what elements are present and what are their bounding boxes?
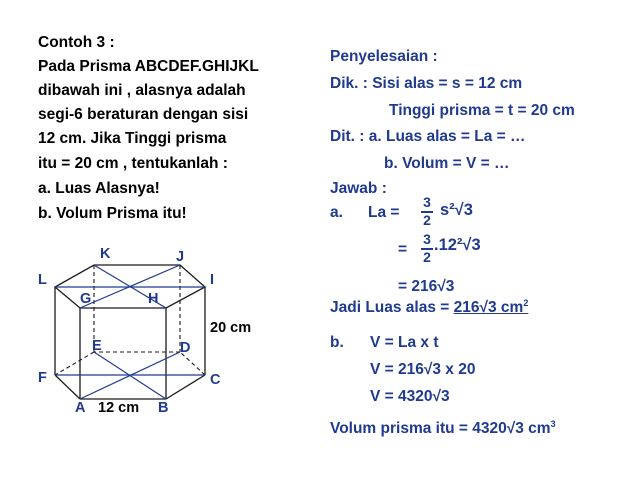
area-conclusion-prefix: Jadi Luas alas = [330,299,454,317]
area-conclusion-value: 216√3 cm [453,299,524,317]
area-conclusion [330,298,528,317]
vertex-label-h: H [148,291,159,307]
volume-conclusion-exponent: 3 [550,419,556,429]
fraction-denominator-2: 2 [423,249,431,265]
part-b-label: b. [330,334,344,351]
problem-title: Contoh 3 : [38,34,115,51]
volume-conclusion [330,419,556,438]
problem-item-a: a. Luas Alasnya! [38,180,160,197]
side-label: 12 cm [98,400,140,416]
known-line-2: Tinggi prisma = t = 20 cm [389,102,575,119]
volume-line-2: V = 216√3 x 20 [370,361,476,378]
edge-bc [166,375,205,399]
part-a-label: a. [330,204,343,221]
vertex-label-l: L [38,272,47,288]
problem-line-4: 12 cm. Jika Tinggi prisma [38,130,227,147]
volume-line-1: V = La x t [370,334,439,351]
vertex-label-k: K [100,246,111,262]
problem-line-3: segi-6 beraturan dengan sisi [38,106,249,123]
vertex-label-f: F [38,370,47,386]
asked-line-1: Dit. : a. Luas alas = La = … [330,128,526,145]
area-formula-rhs: s²√3 [440,201,473,219]
fraction-denominator-1: 2 [423,212,431,228]
known-line-1: Dik. : Sisi alas = s = 12 cm [330,75,523,92]
fraction-numerator-2: 3 [423,231,431,247]
fraction-numerator-1: 3 [423,194,431,210]
height-label: 20 cm [210,320,252,336]
problem-line-2: dibawah ini , alasnya adalah [38,82,246,99]
solution-heading: Penyelesaian : [330,48,438,65]
edge-fa [55,375,80,399]
area-lhs: La = [368,204,400,221]
volume-line-3: V = 4320√3 [370,388,450,405]
vertex-label-c: C [210,372,221,388]
problem-item-b: b. Volum Prisma itu! [38,205,187,222]
vertex-label-i: I [210,272,215,288]
area-step2-rhs: .12²√3 [434,236,481,254]
problem-line-5: itu = 20 cm , tentukanlah : [38,155,228,172]
area-step3: = 216√3 [398,278,455,295]
volume-conclusion-text: Volum prisma itu = 4320√3 cm [330,420,551,438]
vertex-label-j: J [176,249,185,265]
vertex-label-d: D [180,340,191,356]
answer-heading: Jawab : [330,180,387,197]
area-step2-equals: = [398,241,408,258]
vertex-label-g: G [80,291,92,307]
problem-line-1: Pada Prisma ABCDEF.GHIJKL [38,58,259,75]
vertex-label-e: E [92,338,102,354]
asked-line-2: b. Volum = V = … [384,155,510,172]
vertex-label-b: B [158,400,169,416]
vertex-label-a: A [75,400,86,416]
edge-ef [55,352,94,375]
area-conclusion-exponent: 2 [523,298,529,308]
